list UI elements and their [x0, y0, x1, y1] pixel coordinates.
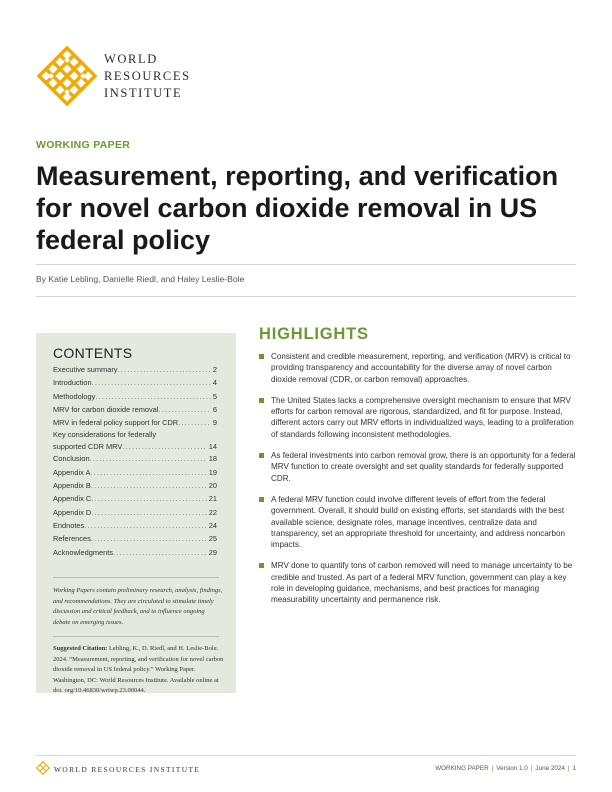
toc-page: 24 [208, 520, 217, 530]
toc-label: Appendix C [53, 494, 92, 504]
highlight-item [259, 560, 577, 605]
toc-item[interactable] [53, 506, 217, 519]
wri-lattice-logo-icon [36, 45, 98, 107]
footer-version: Version 1.0 [496, 765, 528, 772]
toc-leader [95, 390, 211, 403]
bullet-square-icon [259, 563, 264, 568]
toc-label: References [53, 534, 91, 544]
toc-item[interactable] [53, 546, 217, 559]
toc-page: 25 [208, 534, 217, 544]
toc-page: 22 [208, 507, 217, 517]
toc-page: 4 [212, 378, 217, 388]
toc-label: Key considerations for federally [53, 430, 157, 440]
toc-page: 29 [208, 547, 217, 557]
toc-leader [178, 416, 211, 429]
toc-item[interactable] [53, 532, 217, 545]
toc-item[interactable] [53, 452, 217, 465]
toc-label: Methodology [53, 391, 96, 401]
table-of-contents [53, 363, 217, 559]
divider [36, 296, 576, 297]
highlight-item [259, 450, 577, 484]
footer-doc-type: WORKING PAPER [435, 765, 489, 772]
org-name-line: WORLD [104, 52, 158, 66]
highlight-item [259, 395, 577, 440]
title-line: Measurement, reporting, and verification [36, 161, 559, 191]
toc-label: Conclusion [53, 454, 90, 464]
bullet-square-icon [259, 398, 264, 403]
contents-sidebar [36, 333, 236, 693]
footer-meta: WORKING PAPER | Version 1.0 | June 2024 | 1 [435, 765, 576, 772]
toc-leader [90, 452, 207, 465]
highlights-title: HIGHLIGHTS [259, 325, 369, 343]
toc-label: Appendix B [53, 481, 91, 491]
authors-line: By Katie Lebling, Danielle Riedl, and Haley Leslie-Bole [36, 274, 245, 284]
toc-page: 6 [212, 404, 217, 414]
toc-leader [91, 492, 207, 505]
toc-leader [90, 466, 206, 479]
toc-page: 14 [208, 442, 217, 452]
divider [53, 636, 219, 637]
toc-item[interactable] [53, 376, 217, 389]
document-type-label: WORKING PAPER [36, 139, 131, 151]
highlight-text: As federal investments into carbon removal grow, there is an opportunity for a federal MRV function to create oversight and set quality standards for federally supported CDR. [271, 451, 576, 483]
highlight-item [259, 351, 577, 385]
toc-label: MRV for carbon dioxide removal [53, 404, 159, 414]
contents-title: CONTENTS [53, 345, 133, 361]
toc-item[interactable] [53, 519, 217, 532]
org-name-line: INSTITUTE [104, 86, 183, 100]
toc-item[interactable] [53, 390, 217, 403]
wri-lattice-logo-icon [36, 761, 50, 775]
working-papers-note: Working Papers contain preliminary research, analysis, findings, and recommendations. They are circulated to stimulate timely discussion and critical feedback, and to influence ongoing debate on emerging issues. [53, 587, 223, 626]
toc-leader [91, 479, 207, 492]
suggested-citation [53, 644, 225, 697]
toc-item[interactable] [53, 429, 217, 452]
toc-label: Appendix A [53, 467, 91, 477]
bullet-square-icon [259, 497, 264, 502]
org-name-line: RESOURCES [104, 69, 191, 83]
citation-label: Suggested Citation: [53, 645, 108, 652]
toc-page: 19 [208, 467, 217, 477]
toc-leader [84, 519, 207, 532]
toc-leader [92, 376, 211, 389]
highlight-text: The United States lacks a comprehensive oversight mechanism to ensure that MRV efforts for carbon removal are rigorous, standardized, and fit for purpose. Instead, different actors carry out MRV efforts in individualized ways, leading to a proliferation of standards following inconsistent methodologies. [271, 395, 574, 439]
toc-leader [122, 441, 206, 452]
org-name [104, 51, 191, 102]
toc-page: 18 [208, 454, 217, 464]
highlight-text: Consistent and credible measurement, reporting, and verification (MRV) is critical to providing transparency and accountability for the diverse array of novel carbon dioxide removal (CDR, or carbon removal) approaches. [271, 352, 571, 384]
toc-item[interactable] [53, 479, 217, 492]
toc-leader [158, 403, 210, 416]
citation-text: Lebling, K., D. Riedl, and H. Leslie-Bole. 2024. “Measurement, reporting, and verification for novel carbon dioxide removal in US federal policy.” Working Paper. Washington, DC: World Resources Institute. Available online at doi. org/10.46830/wriwp.23.00044. [53, 645, 224, 695]
toc-item[interactable] [53, 416, 217, 429]
divider [36, 264, 576, 265]
toc-label: supported CDR MRV [53, 442, 123, 452]
toc-leader [91, 532, 207, 545]
toc-label: Acknowledgments [53, 547, 113, 557]
footer-divider [36, 755, 576, 756]
highlight-text: MRV done to quantify tons of carbon removed will need to manage uncertainty to be credible and trusted. As part of a federal MRV function, government can play a key role in developing guidance, mechanisms, and best practices for managing measurability uncertainty and permanence risk. [271, 561, 573, 605]
toc-item[interactable] [53, 403, 217, 416]
footer-date: June 2024 [535, 765, 565, 772]
toc-page: 20 [208, 481, 217, 491]
toc-label: Executive summary [53, 365, 118, 374]
footer-page-number: 1 [572, 765, 576, 772]
toc-item[interactable] [53, 492, 217, 505]
bullet-square-icon [259, 453, 264, 458]
title-line: federal policy [36, 225, 211, 255]
toc-label: Introduction [53, 378, 92, 388]
toc-label: Appendix D [53, 507, 92, 517]
toc-label: MRV in federal policy support for CDR [53, 418, 179, 428]
toc-page: 9 [212, 418, 217, 428]
toc-item[interactable] [53, 363, 217, 376]
toc-label: Endnotes [53, 520, 85, 530]
highlight-item [259, 494, 577, 550]
toc-page: 5 [212, 391, 217, 401]
footer-org-name: WORLD RESOURCES INSTITUTE [54, 765, 201, 774]
toc-item[interactable] [53, 466, 217, 479]
toc-leader [117, 363, 210, 376]
toc-leader [113, 546, 207, 559]
title-line: for novel carbon dioxide removal in US [36, 193, 538, 223]
toc-page: 2 [212, 365, 217, 374]
bullet-square-icon [259, 354, 264, 359]
page-title [36, 160, 576, 256]
highlight-text: A federal MRV function could involve different levels of effort from the federal government. Overall, it should build on existing efforts, set standards with the best available science, designate roles, manage incentives, centralize data and transparency, set an appropriate threshold for uncertainty, and address noncarbon impacts. [271, 494, 565, 550]
highlights-list [259, 351, 577, 616]
toc-page: 21 [208, 494, 217, 504]
toc-leader [91, 506, 207, 519]
divider [53, 577, 219, 578]
